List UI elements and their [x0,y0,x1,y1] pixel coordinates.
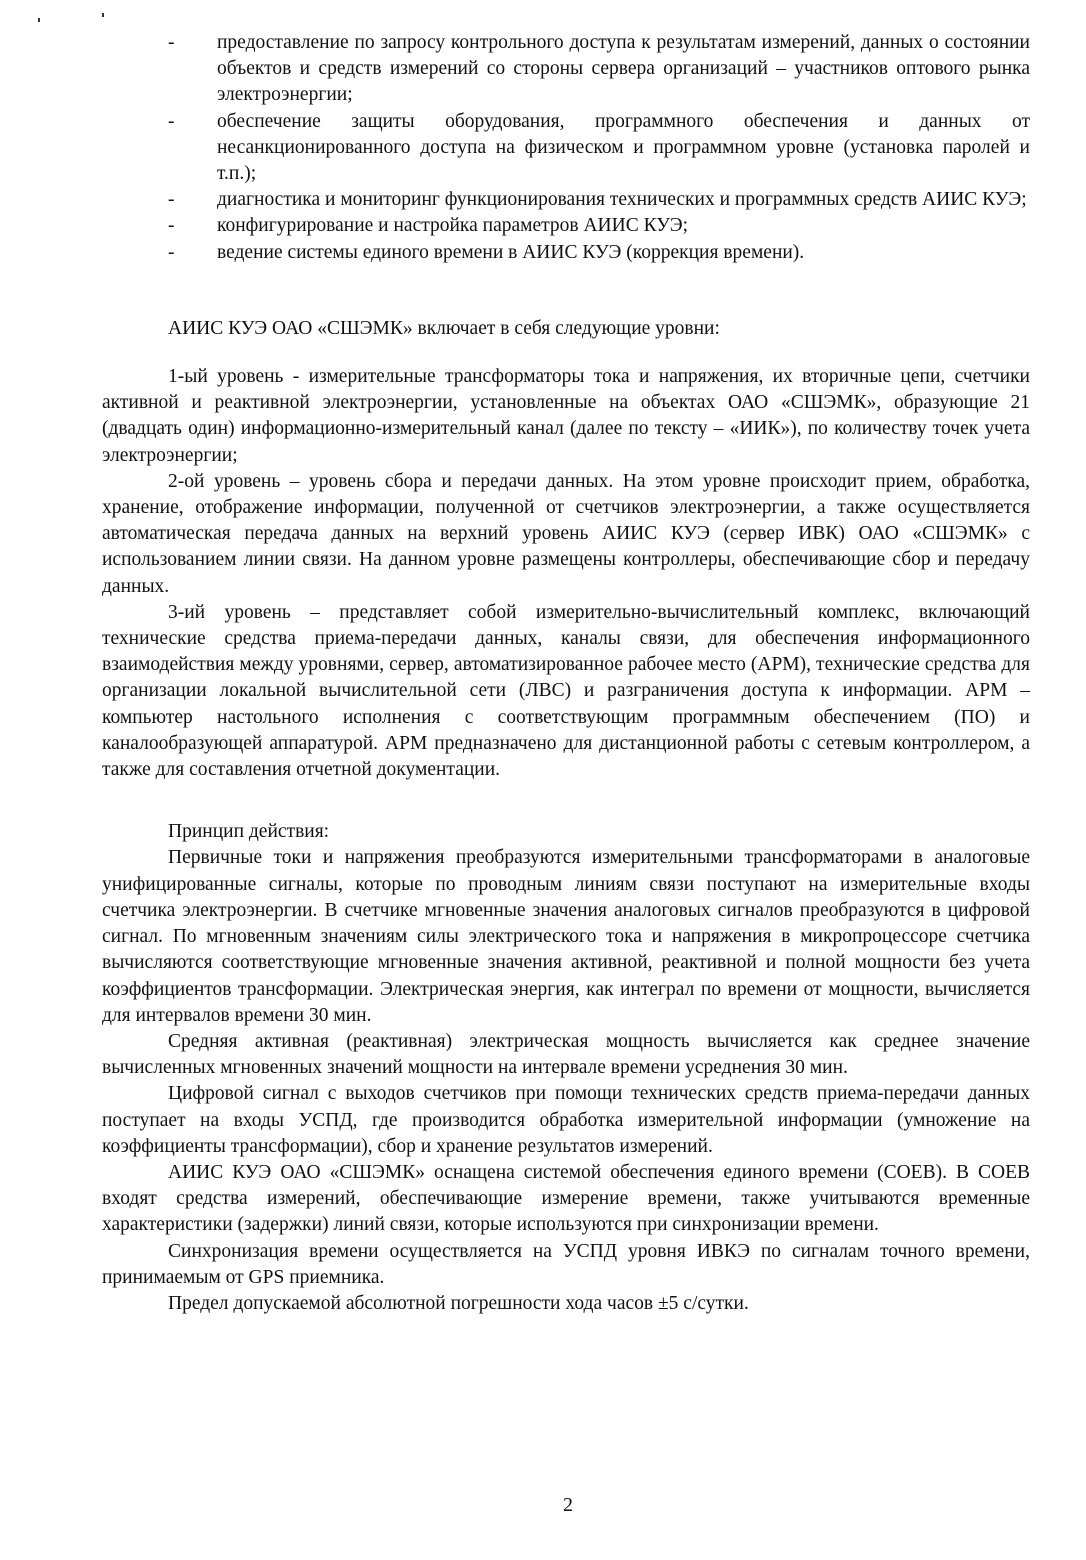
bullet-text: ведение системы единого времени в АИИС КУЭ (коррекция времени). [217,241,805,263]
bullet-item [102,187,1030,213]
principle-paragraph-primary-currents: Первичные токи и напряжения преобразуются измерительными трансформаторами в аналоговые унифицированные сигналы, которые по проводным линиям связи поступают на измерительные входы счетчика электроэнергии. В счетчике мгновенные значения аналоговых сигналов преобразуются в цифровой сигнал. По мгновенным значениям силы электрического тока и напряжения в микропроцессоре счетчика вычисляются соответствующие мгновенные значения активной, реактивной и полной мощности без учета коэффициентов трансформации. Электрическая энергия, как интеграл по времени от мощности, вычисляется для интервалов времени 30 мин. [102,847,1030,1026]
bullet-dash-icon: - [168,215,175,237]
principle-heading: Принцип действия: [168,821,330,843]
bullet-dash-icon: - [168,110,175,132]
bullet-text: конфигурирование и настройка параметров АИИС КУЭ; [217,215,689,237]
bullet-item [102,240,1030,266]
bullet-text: предоставление по запросу контрольного доступа к результатам измерений, данных о состоянии объектов и средств измерений со стороны сервера организаций – участников оптового рынка электроэнергии; [217,32,1030,106]
principle-paragraph-digital-signal: Цифровой сигнал с выходов счетчиков при помощи технических средств приема-передачи данных поступает на входы УСПД, где производится обработка измерительной информации (умножение на коэффициенты трансформации), сбор и хранение результатов измерений. [102,1083,1030,1157]
scan-artifact-mark [102,13,104,17]
level-2-paragraph: 2-ой уровень – уровень сбора и передачи данных. На этом уровне происходит прием, обработка, хранение, отображение информации, полученной от счетчиков электроэнергии, а также осуществляется автоматическая передача данных на верхний уровень АИИС КУЭ (сервер ИВК) ОАО «СШЭМК» с использованием линии связи. На данном уровне размещены контроллеры, обеспечивающие сбор и передачу данных. [102,470,1030,597]
bullet-text: диагностика и мониторинг функционирования технических и программных средств АИИС КУЭ; [217,189,1027,211]
principle-paragraph-average-power: Средняя активная (реактивная) электрическая мощность вычисляется как среднее значение вычисленных мгновенных значений мощности на интервале времени усреднения 30 мин. [102,1030,1030,1079]
principle-paragraph-time-system: АИИС КУЭ ОАО «СШЭМК» оснащена системой обеспечения единого времени (СОЕВ). В СОЕВ входят средства измерений, обеспечивающие измерение времени, также учитываются временные характеристики (задержки) линий связи, которые используются при синхронизации времени. [102,1161,1030,1236]
bullet-item [102,213,1030,239]
bullet-item [102,30,1030,109]
bullet-dash-icon: - [168,32,175,53]
bullet-item [102,109,1030,188]
bullet-dash-icon: - [168,241,175,263]
bullet-text: обеспечение защиты оборудования, программного обеспечения и данных от несанкционированного доступа на физическом и программном уровне (установка паролей и т.п.); [217,110,1030,185]
level-3-paragraph: 3-ий уровень – представляет собой измерительно-вычислительный комплекс, включающий технические средства приема-передачи данных, каналы связи, для обеспечения информационного взаимодействия между уровнями, сервер, автоматизированное рабочее место (АРМ), технические средства для организации локальной вычислительной сети (ЛВС) и разграничения доступа к информации. АРМ – компьютер настольного исполнения с соответствующим программным обеспечением (ПО) и каналообразующей аппаратурой. АРМ предназначено для дистанционной работы с сетевым контроллером, а также для составления отчетной документации. [102,601,1030,781]
function-bullet-list [102,30,1030,266]
principle-paragraph-synchronization: Синхронизация времени осуществляется на УСПД уровня ИВКЭ по сигналам точного времени, принимаемым от GPS приемника. [102,1240,1030,1288]
page-number: 2 [563,1494,573,1516]
scan-artifact-mark [38,18,40,22]
levels-intro: АИИС КУЭ ОАО «СШЭМК» включает в себя следующие уровни: [168,317,720,339]
bullet-dash-icon: - [168,189,175,211]
principle-paragraph-clock-error: Предел допускаемой абсолютной погрешности хода часов ±5 с/сутки. [168,1292,749,1314]
level-1-paragraph: 1-ый уровень - измерительные трансформаторы тока и напряжения, их вторичные цепи, счетчики активной и реактивной электроэнергии, установленные на объектах ОАО «СШЭМК», образующие 21 (двадцать один) информационно-измерительный канал (далее по тексту – «ИИК»), по количеству точек учета электроэнергии; [102,366,1030,466]
document-page [102,30,1030,1317]
